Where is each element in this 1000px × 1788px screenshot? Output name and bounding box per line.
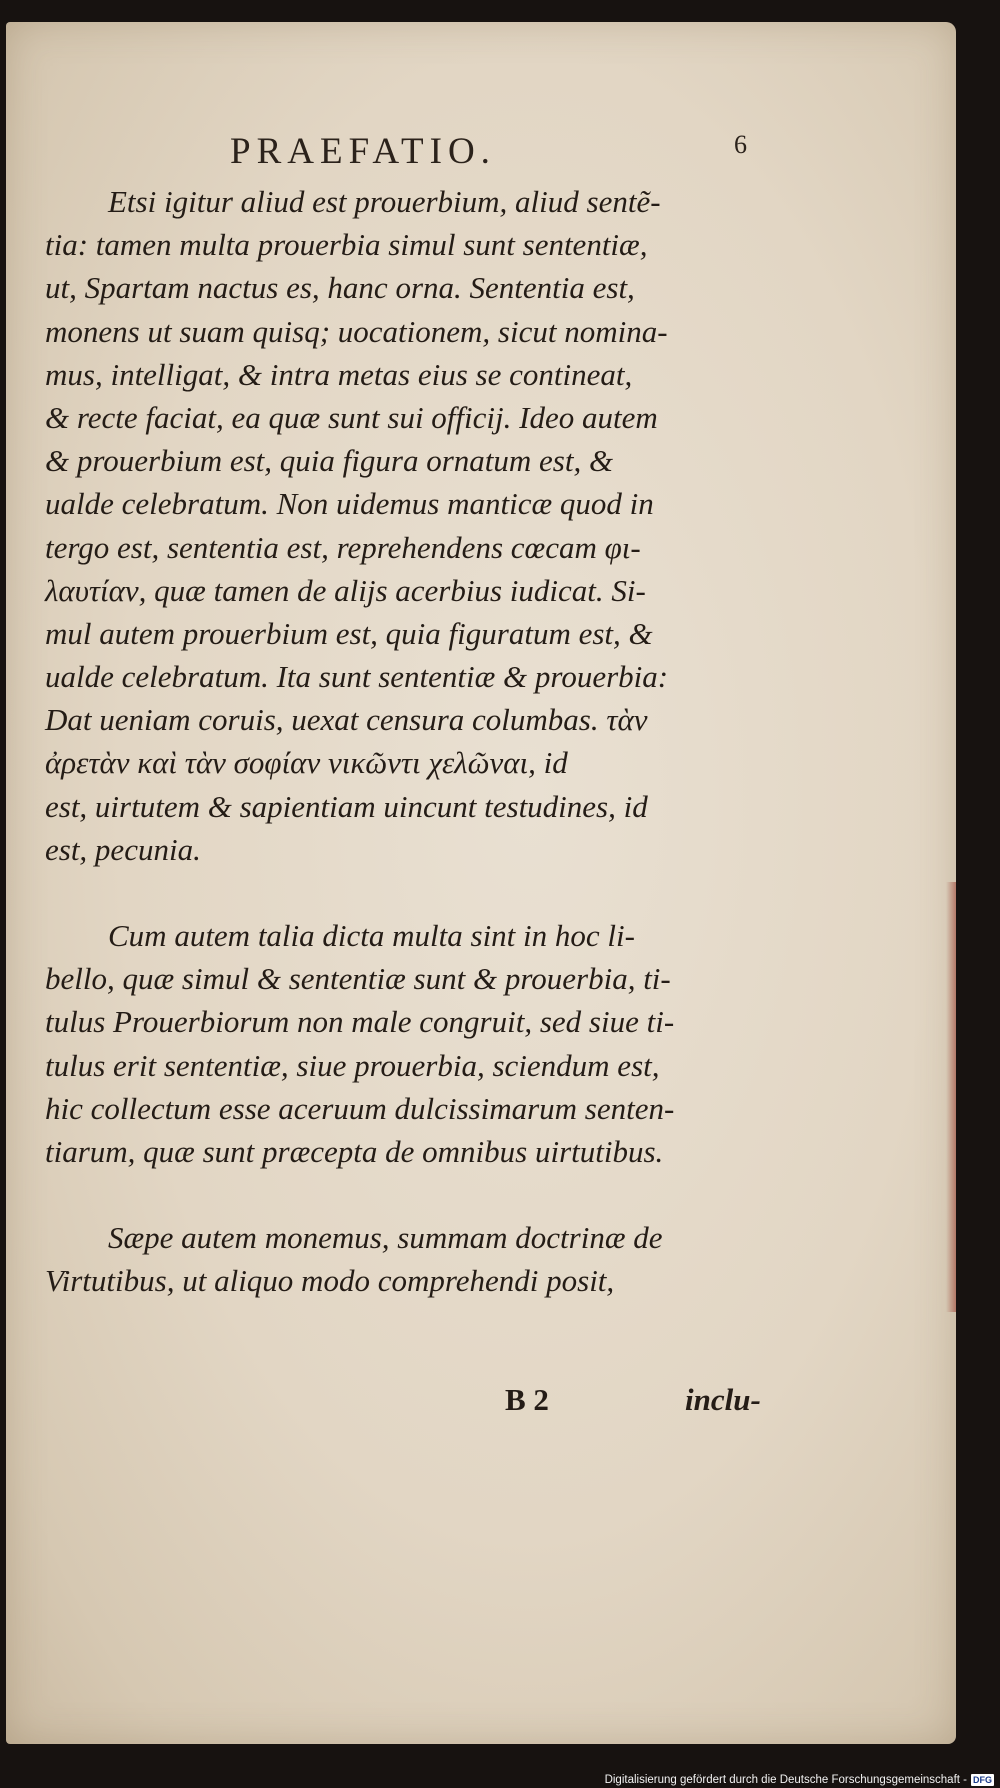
- text-line: Sæpe autem monemus, summam doctrinæ de: [108, 1220, 663, 1256]
- signature-mark: B 2: [505, 1382, 549, 1417]
- page-edge-shading: [946, 882, 956, 1312]
- paragraph-1: [45, 180, 785, 871]
- text-line: & recte faciat, ea quæ sunt sui officij. Ideo autem: [45, 399, 658, 435]
- digitization-credit: [605, 1774, 994, 1786]
- credit-text: Digitalisierung gefördert durch die Deutsche Forschungsgemeinschaft -: [604, 1774, 967, 1786]
- paragraph-2: [45, 914, 785, 1173]
- text-line: Dat ueniam coruis, uexat censura columbas. τὰν: [45, 702, 648, 738]
- text-line: tulus Prouerbiorum non male congruit, sed siue ti-: [45, 1004, 675, 1040]
- text-line: ualde celebratum. Non uidemus manticæ quod in: [45, 486, 654, 522]
- text-line: & prouerbium est, quia figura ornatum est, &: [45, 443, 614, 479]
- text-line: tergo est, sententia est, reprehendens cœcam φι-: [45, 529, 641, 565]
- paragraph-gap: [45, 1173, 785, 1216]
- dfg-logo-icon: DFG: [973, 1775, 992, 1785]
- text-line: est, pecunia.: [45, 831, 201, 867]
- text-line: bello, quæ simul & sententiæ sunt & prouerbia, ti-: [45, 961, 671, 997]
- text-line: tulus erit sententiæ, siue prouerbia, sciendum est,: [45, 1047, 660, 1083]
- text-line: hic collectum esse aceruum dulcissimarum senten-: [45, 1090, 675, 1126]
- text-line: Virtutibus, ut aliquo modo comprehendi posit,: [45, 1263, 615, 1299]
- text-line: ualde celebratum. Ita sunt sententiæ & prouerbia:: [45, 659, 669, 695]
- text-line: tiarum, quæ sunt præcepta de omnibus uirtutibus.: [45, 1133, 664, 1169]
- text-line: Etsi igitur aliud est prouerbium, aliud sentẽ-: [108, 184, 661, 219]
- running-title: PRAEFATIO.: [230, 131, 496, 172]
- signature-line: [45, 1382, 785, 1426]
- text-line: Cum autem talia dicta multa sint in hoc li-: [108, 918, 635, 953]
- folio-number: 6: [734, 130, 747, 159]
- text-line: λαυτίαν, quæ tamen de alijs acerbius iudicat. Si-: [45, 572, 646, 608]
- paragraph-gap: [45, 871, 785, 914]
- paragraph-3: [45, 1216, 785, 1302]
- text-line: ut, Spartam nactus es, hanc orna. Sententia est,: [45, 270, 635, 306]
- catchword: inclu-: [685, 1382, 761, 1417]
- text-line: mul autem prouerbium est, quia figuratum est, &: [45, 615, 653, 651]
- text-line: est, uirtutem & sapientiam uincunt testudines, id: [45, 788, 648, 824]
- text-line: mus, intelligat, & intra metas eius se contineat,: [45, 356, 633, 392]
- text-line: tia: tamen multa prouerbia simul sunt sententiæ,: [45, 227, 648, 263]
- body-text: [45, 180, 785, 1303]
- text-line: monens ut suam quisq; uocationem, sicut nomina-: [45, 313, 668, 349]
- text-line: ἀρετὰν καὶ τὰν σοφίαν νικῶντι χελῶναι, id: [45, 745, 568, 781]
